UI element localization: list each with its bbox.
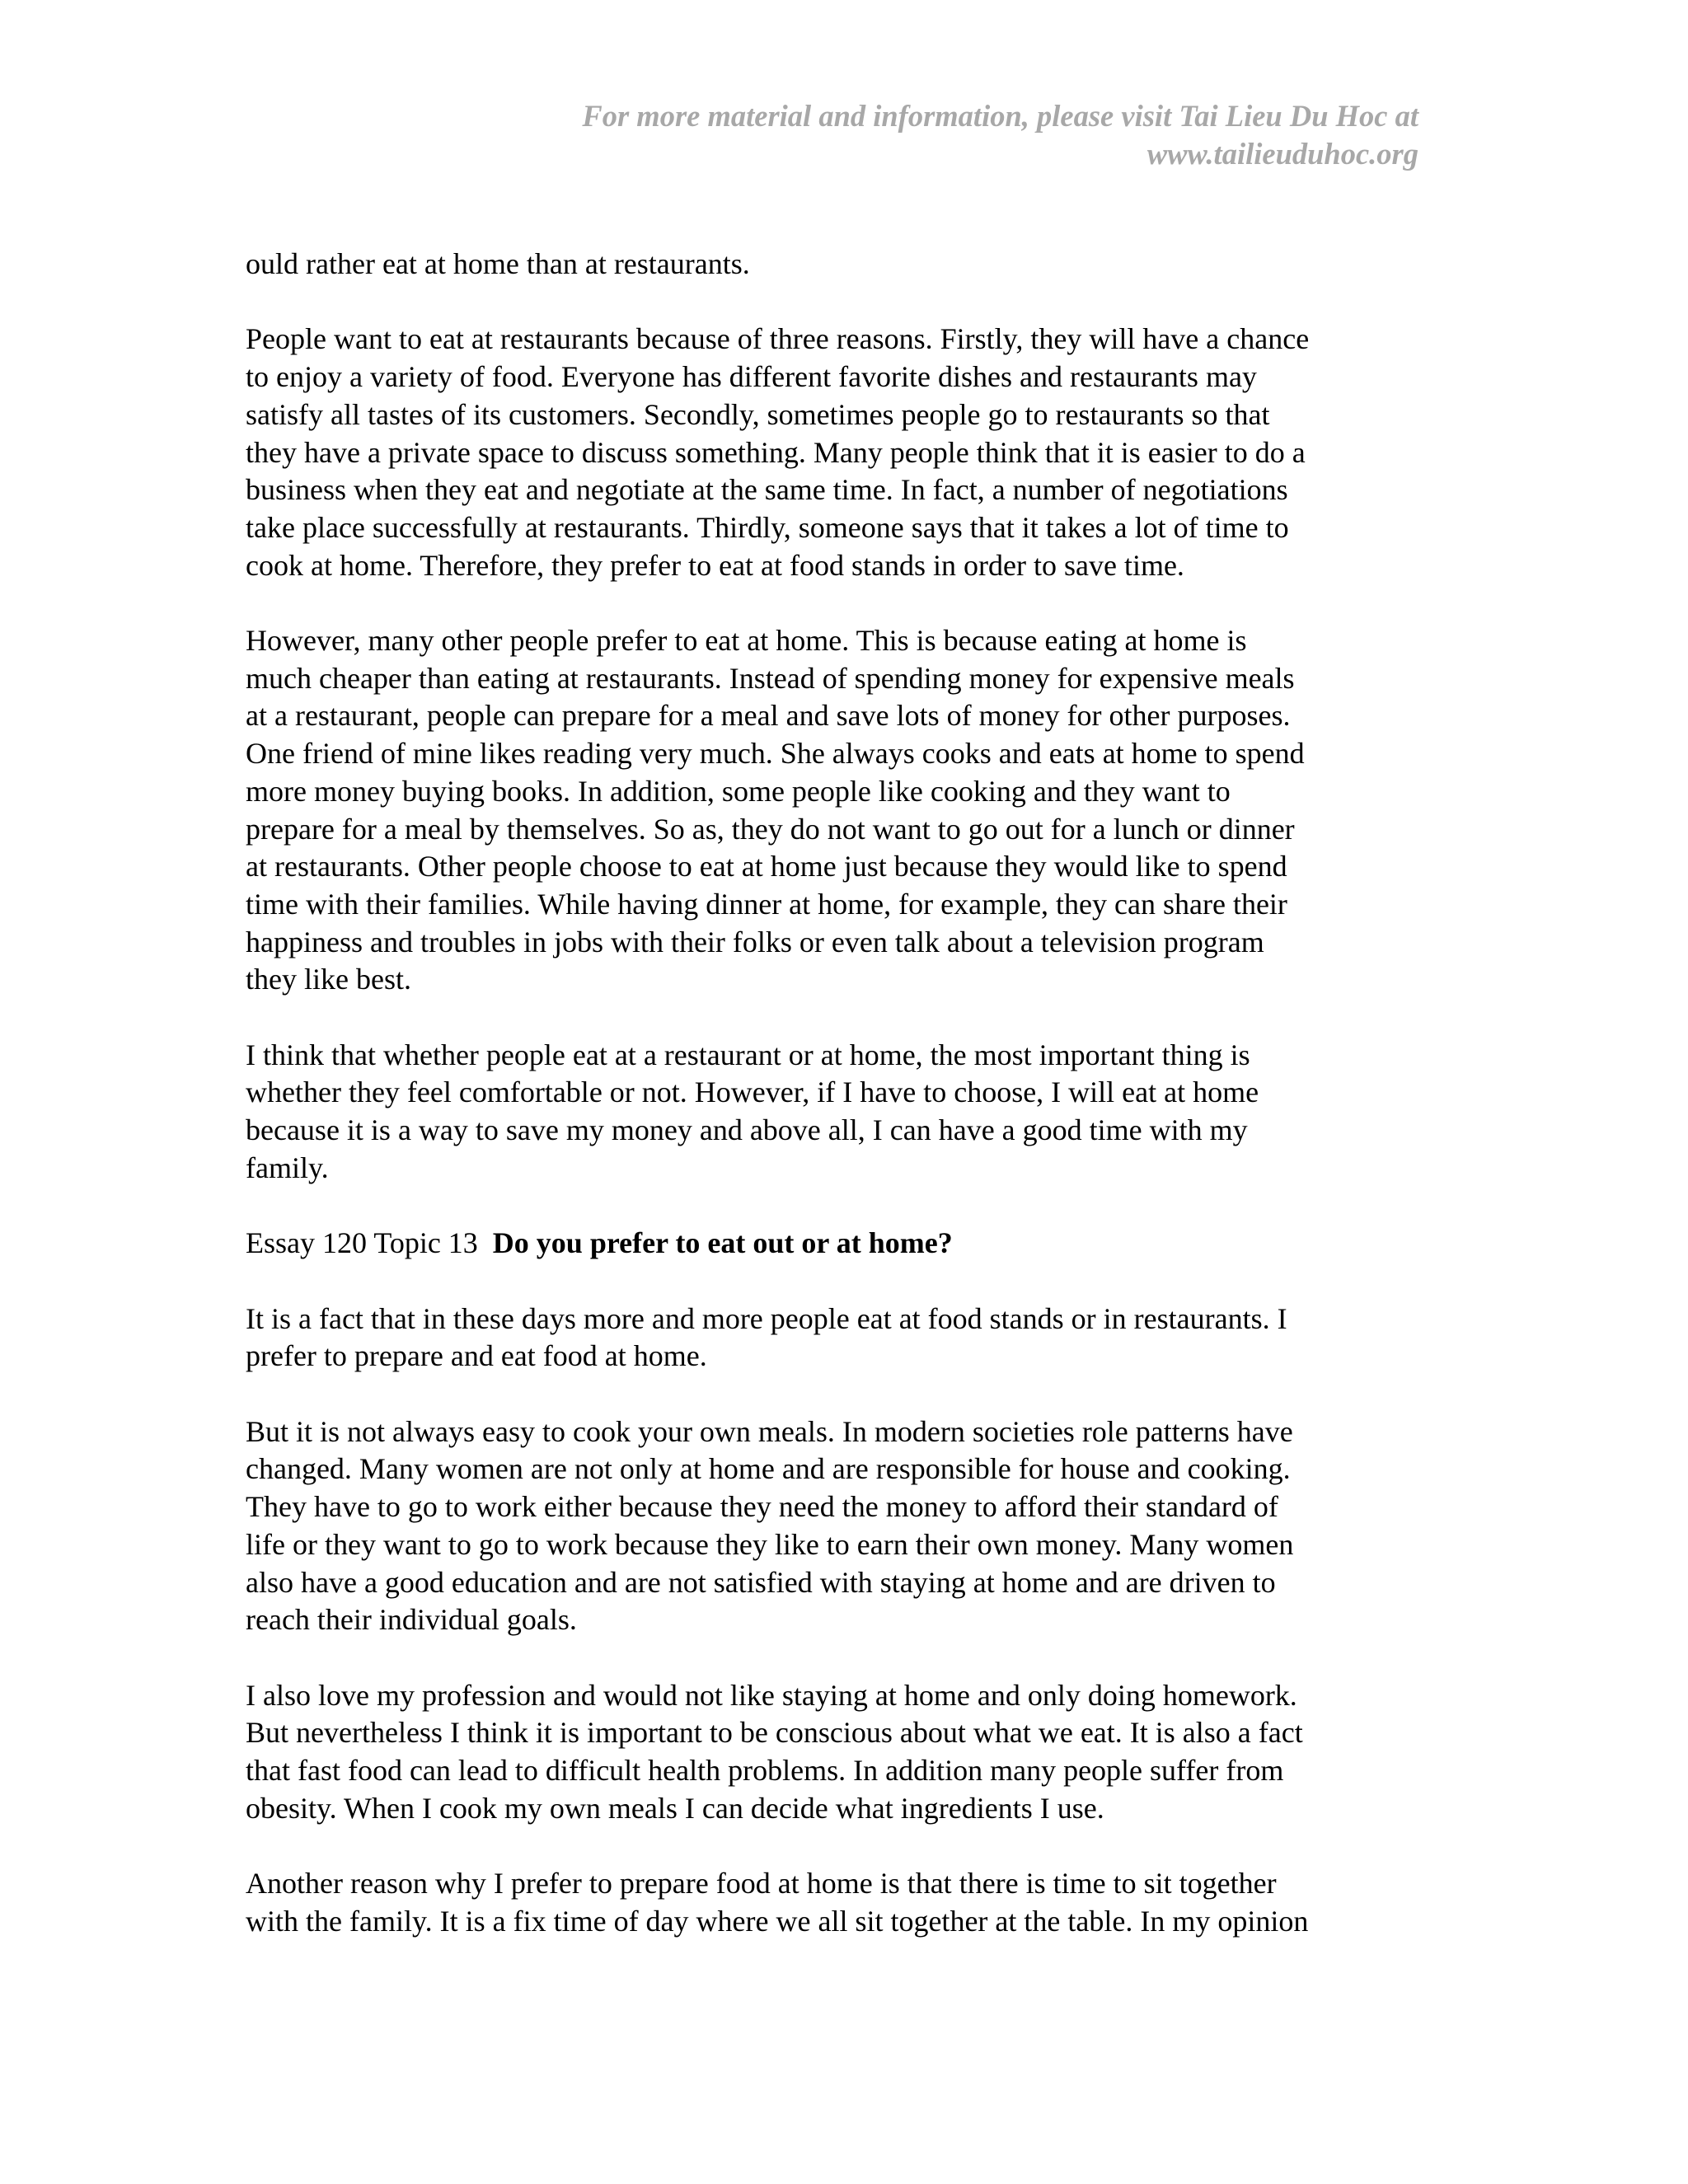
text-line: But nevertheless I think it is important to be conscious about what we eat. It is also a fact	[246, 1716, 1303, 1750]
text-line: obesity. When I cook my own meals I can decide what ingredients I use.	[246, 1791, 1104, 1825]
paragraph-8	[246, 1865, 1449, 1940]
text-line: cook at home. Therefore, they prefer to eat at food stands in order to save time.	[246, 548, 1184, 582]
text-line: to enjoy a variety of food. Everyone has different favorite dishes and restaurants may	[246, 360, 1257, 394]
text-line: time with their families. While having dinner at home, for example, they can share their	[246, 887, 1287, 921]
text-line: prefer to prepare and eat food at home.	[246, 1339, 707, 1373]
header-line-1: For more material and information, please visit Tai Lieu Du Hoc at	[582, 99, 1418, 133]
text-line: changed. Many women are not only at home and are responsible for house and cooking.	[246, 1452, 1291, 1486]
text-line: satisfy all tastes of its customers. Secondly, sometimes people go to restaurants so that	[246, 397, 1270, 431]
paragraph-2	[246, 321, 1449, 584]
text-line: But it is not always easy to cook your own meals. In modern societies role patterns have	[246, 1414, 1293, 1448]
text-line: prepare for a meal by themselves. So as, they do not want to go out for a lunch or dinner	[246, 812, 1295, 846]
paragraph-6	[246, 1413, 1449, 1639]
text-line: However, many other people prefer to eat at home. This is because eating at home is	[246, 624, 1247, 657]
document-body	[246, 246, 1449, 1978]
text-line: take place successfully at restaurants. Thirdly, someone says that it takes a lot of time to	[246, 510, 1289, 544]
text-line: more money buying books. In addition, some people like cooking and they want to	[246, 774, 1231, 808]
paragraph-3	[246, 622, 1449, 999]
essay-label: Essay 120 Topic 13	[246, 1226, 478, 1260]
text-line: because it is a way to save my money and above all, I can have a good time with my	[246, 1113, 1248, 1147]
text-line: They have to go to work either because they need the money to afford their standard of	[246, 1490, 1278, 1524]
text-line: at restaurants. Other people choose to eat at home just because they would like to spend	[246, 850, 1287, 883]
text-line: with the family. It is a fix time of day where we all sit together at the table. In my opinion	[246, 1904, 1309, 1938]
text-line: reach their individual goals.	[246, 1603, 577, 1637]
paragraph-7	[246, 1677, 1449, 1828]
text-line: much cheaper than eating at restaurants. Instead of spending money for expensive meals	[246, 661, 1295, 695]
page-header	[347, 97, 1418, 173]
text-line: that fast food can lead to difficult health problems. In addition many people suffer from	[246, 1754, 1284, 1788]
text-line: It is a fact that in these days more and more people eat at food stands or in restaurants. I	[246, 1301, 1287, 1335]
text-line: family.	[246, 1151, 329, 1184]
paragraph-5	[246, 1301, 1449, 1376]
text-line: People want to eat at restaurants because of three reasons. Firstly, they will have a chance	[246, 322, 1310, 356]
text-line: ould rather eat at home than at restaurants.	[246, 247, 750, 280]
text-line: at a restaurant, people can prepare for a meal and save lots of money for other purposes.	[246, 699, 1291, 733]
text-line: also have a good education and are not satisfied with staying at home and are driven to	[246, 1565, 1276, 1599]
text-line: happiness and troubles in jobs with their folks or even talk about a television program	[246, 925, 1264, 958]
header-line-2: www.tailieuduhoc.org	[1146, 137, 1418, 171]
essay-heading	[246, 1225, 1449, 1263]
text-line: I think that whether people eat at a restaurant or at home, the most important thing is	[246, 1038, 1250, 1071]
text-line: business when they eat and negotiate at the same time. In fact, a number of negotiations	[246, 473, 1288, 507]
text-line: life or they want to go to work because they like to earn their own money. Many women	[246, 1527, 1294, 1561]
text-line: Another reason why I prefer to prepare food at home is that there is time to sit together	[246, 1867, 1277, 1900]
text-line: One friend of mine likes reading very much. She always cooks and eats at home to spend	[246, 737, 1305, 771]
paragraph-4	[246, 1037, 1449, 1188]
text-line: they have a private space to discuss something. Many people think that it is easier to do a	[246, 435, 1306, 469]
text-line: whether they feel comfortable or not. However, if I have to choose, I will eat at home	[246, 1076, 1259, 1109]
text-line: I also love my profession and would not like staying at home and only doing homework.	[246, 1678, 1297, 1712]
essay-title: Do you prefer to eat out or at home?	[492, 1226, 953, 1260]
paragraph-1	[246, 246, 1449, 284]
text-line: they like best.	[246, 963, 411, 996]
